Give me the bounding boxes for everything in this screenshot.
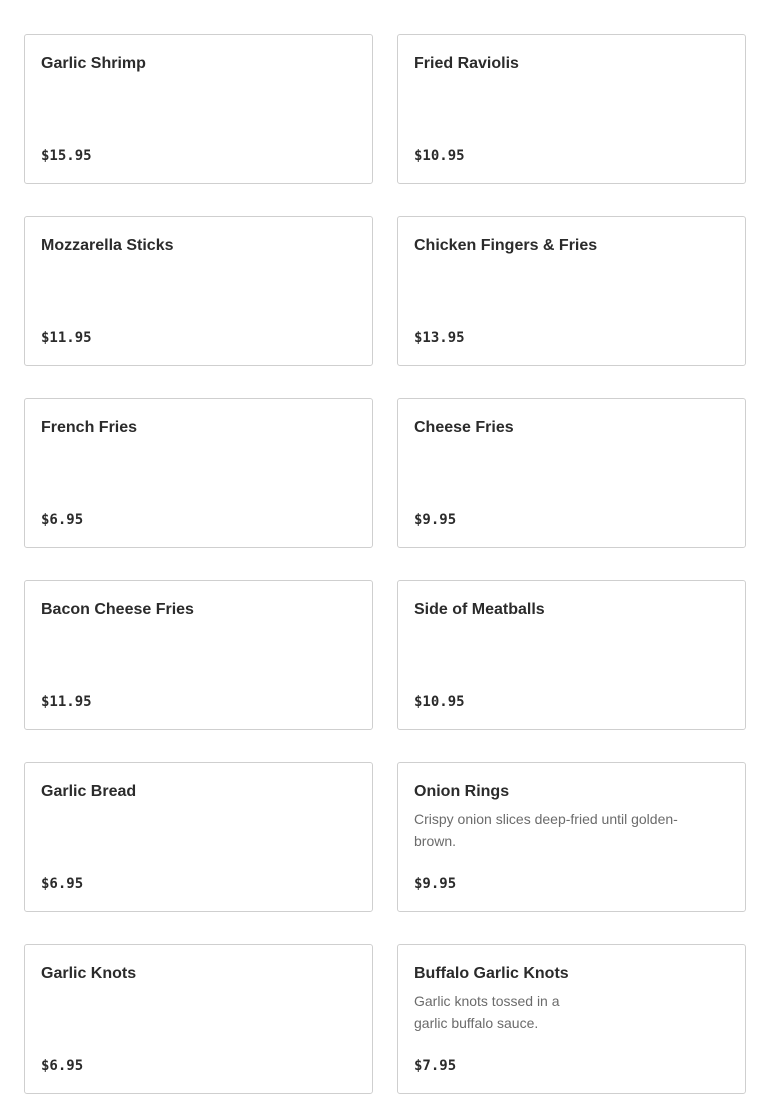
menu-item-card[interactable] [397,216,746,366]
menu-item-description: Garlic knots tossed in a garlic buffalo sauce. [414,993,560,1031]
menu-item-card[interactable] [397,34,746,184]
menu-item-price: $6.95 [41,512,84,528]
menu-item-card[interactable] [24,944,373,1094]
menu-item-name: Side of Meatballs [414,601,545,618]
menu-item-name: Garlic Knots [41,965,137,982]
menu-item-price: $7.95 [414,1058,457,1074]
menu-item-price: $11.95 [41,330,92,346]
menu-item-name: Onion Rings [414,783,510,800]
menu-item-description: Crispy onion slices deep-fried until golden-brown. [414,811,678,849]
menu-item-card[interactable] [24,216,373,366]
menu-item-name: Chicken Fingers & Fries [414,237,598,254]
menu-item-price: $11.95 [41,694,92,710]
menu-item-price: $6.95 [41,1058,84,1074]
menu-item-price: $6.95 [41,876,84,892]
menu-item-name: Mozzarella Sticks [41,237,174,254]
menu-item-price: $13.95 [414,330,465,346]
menu-item-name: French Fries [41,419,138,436]
menu-item-card[interactable] [397,580,746,730]
menu-item-card[interactable] [397,762,746,912]
menu-item-name: Bacon Cheese Fries [41,601,194,618]
menu-item-card[interactable] [24,762,373,912]
menu-item-name: Buffalo Garlic Knots [414,965,569,982]
menu-item-card[interactable] [24,34,373,184]
menu-item-price: $9.95 [414,876,457,892]
menu-item-price: $15.95 [41,148,92,164]
menu-item-name: Cheese Fries [414,419,514,436]
menu-item-name: Fried Raviolis [414,55,519,72]
menu-item-name: Garlic Bread [41,783,137,800]
menu-item-price: $10.95 [414,694,465,710]
menu-item-card[interactable] [24,580,373,730]
menu-item-card[interactable] [397,944,746,1094]
menu-item-price: $9.95 [414,512,457,528]
menu-item-card[interactable] [24,398,373,548]
menu-items-grid [24,34,746,1094]
menu-item-price: $10.95 [414,148,465,164]
menu-item-card[interactable] [397,398,746,548]
menu-item-name: Garlic Shrimp [41,55,146,72]
